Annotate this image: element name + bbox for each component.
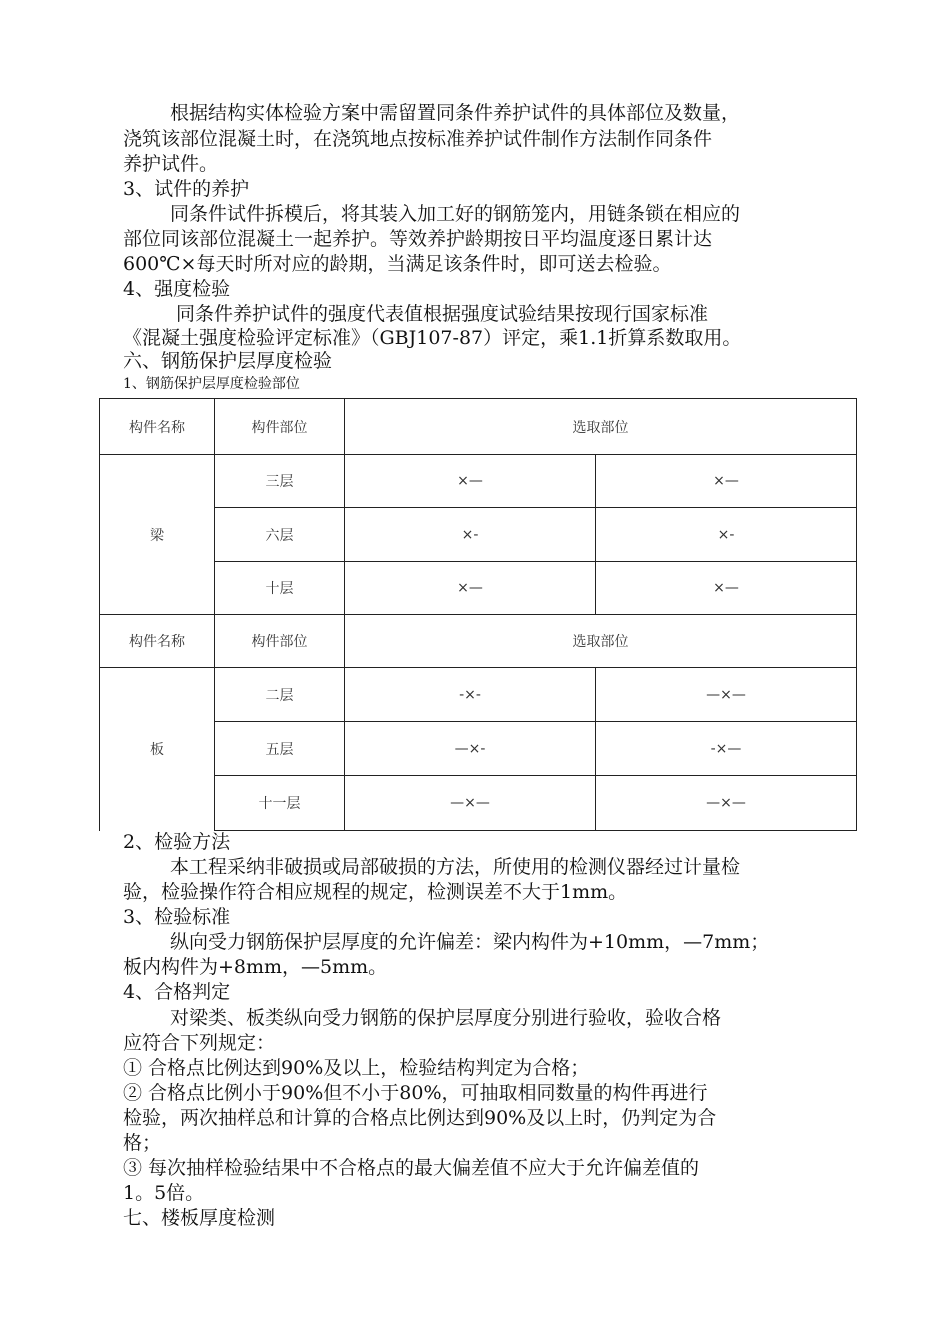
section-heading-standard: 3、检验标准	[123, 906, 231, 928]
mark-cell: ×—	[596, 455, 857, 508]
intro-line-2: 浇筑该部位混凝土时，在浇筑地点按标准养护试件制作方法制作同条件	[123, 128, 713, 150]
curing-line-3: 600℃×每天时所对应的龄期，当满足该条件时，即可送去检验。	[123, 253, 672, 275]
mark-cell: —×-	[345, 722, 596, 776]
strength-line-1: 同条件养护试件的强度代表值根据强度试验结果按现行国家标准	[176, 303, 709, 325]
strength-line-2: 《混凝土强度检验评定标准》（GBJ107-87）评定，乘1.1折算系数取用。	[123, 327, 742, 349]
mark-cell: —×—	[596, 776, 857, 831]
judgement-line-2: 应符合下列规定：	[123, 1032, 276, 1054]
judgement-rule-1: ① 合格点比例达到90%及以上，检验结构判定为合格；	[123, 1057, 590, 1079]
section-heading-rebar-cover: 六、钢筋保护层厚度检验	[123, 350, 333, 372]
judgement-rule-2: ② 合格点比例小于90%但不小于80%，可抽取相同数量的构件再进行	[123, 1082, 708, 1104]
judgement-rule-3-end: 1。5倍。	[123, 1182, 205, 1204]
method-line-1: 本工程采纳非破损或局部破损的方法，所使用的检测仪器经过计量检	[170, 856, 741, 878]
table-row	[100, 668, 857, 722]
method-line-2: 验，检验操作符合相应规程的规定，检测误差不大于1mm。	[123, 881, 628, 903]
judgement-line-1: 对梁类、板类纵向受力钢筋的保护层厚度分别进行验收，验收合格	[170, 1007, 722, 1029]
intro-line-3: 养护试件。	[123, 153, 219, 175]
floor-cell: 十层	[215, 562, 345, 615]
floor-cell: 六层	[215, 508, 345, 562]
judgement-rule-2-cont: 检验，两次抽样总和计算的合格点比例达到90%及以上时，仍判定为合	[123, 1107, 717, 1129]
section-heading-curing: 3、试件的养护	[123, 178, 250, 200]
floor-cell: 三层	[215, 455, 345, 508]
table-row	[100, 455, 857, 508]
curing-line-2: 部位同该部位混凝土一起养护。等效养护龄期按日平均温度逐日累计达	[123, 228, 713, 250]
mark-cell: -×—	[596, 722, 857, 776]
judgement-rule-3: ③ 每次抽样检验结果中不合格点的最大偏差值不应大于允许偏差值的	[123, 1157, 700, 1179]
table-header-row	[100, 399, 857, 455]
section-heading-strength: 4、强度检验	[123, 278, 231, 300]
floor-cell: 十一层	[215, 776, 345, 831]
header-component-location: 构件部位	[215, 399, 345, 455]
header-selected-location: 选取部位	[345, 399, 857, 455]
beam-name-cell: 梁	[100, 455, 215, 615]
floor-cell: 二层	[215, 668, 345, 722]
section-heading-method: 2、检验方法	[123, 831, 231, 853]
judgement-rule-2-end: 格；	[123, 1132, 162, 1154]
curing-line-1: 同条件试件拆模后，将其装入加工好的钢筋笼内，用链条锁在相应的	[170, 203, 741, 225]
table-caption: 1、钢筋保护层厚度检验部位	[123, 376, 300, 392]
mark-cell: ×-	[345, 508, 596, 562]
standard-line-2: 板内构件为+8mm，—5mm。	[123, 956, 388, 978]
header-component-name: 构件名称	[100, 399, 215, 455]
section-heading-slab-thickness: 七、楼板厚度检测	[123, 1207, 276, 1229]
mark-cell: -×-	[345, 668, 596, 722]
slab-name-cell: 板	[100, 668, 215, 831]
standard-line-1: 纵向受力钢筋保护层厚度的允许偏差：梁内构件为+10mm，—7mm；	[170, 931, 770, 953]
header-selected-location: 选取部位	[345, 615, 857, 668]
mark-cell: ×—	[345, 455, 596, 508]
mark-cell: ×-	[596, 508, 857, 562]
table-header-row	[100, 615, 857, 668]
header-component-location: 构件部位	[215, 615, 345, 668]
mark-cell: —×—	[596, 668, 857, 722]
inspection-location-table	[99, 398, 857, 831]
mark-cell: ×—	[596, 562, 857, 615]
mark-cell: ×—	[345, 562, 596, 615]
header-component-name: 构件名称	[100, 615, 215, 668]
intro-line-1: 根据结构实体检验方案中需留置同条件养护试件的具体部位及数量，	[170, 102, 741, 124]
section-heading-judgement: 4、合格判定	[123, 981, 231, 1003]
floor-cell: 五层	[215, 722, 345, 776]
mark-cell: —×—	[345, 776, 596, 831]
